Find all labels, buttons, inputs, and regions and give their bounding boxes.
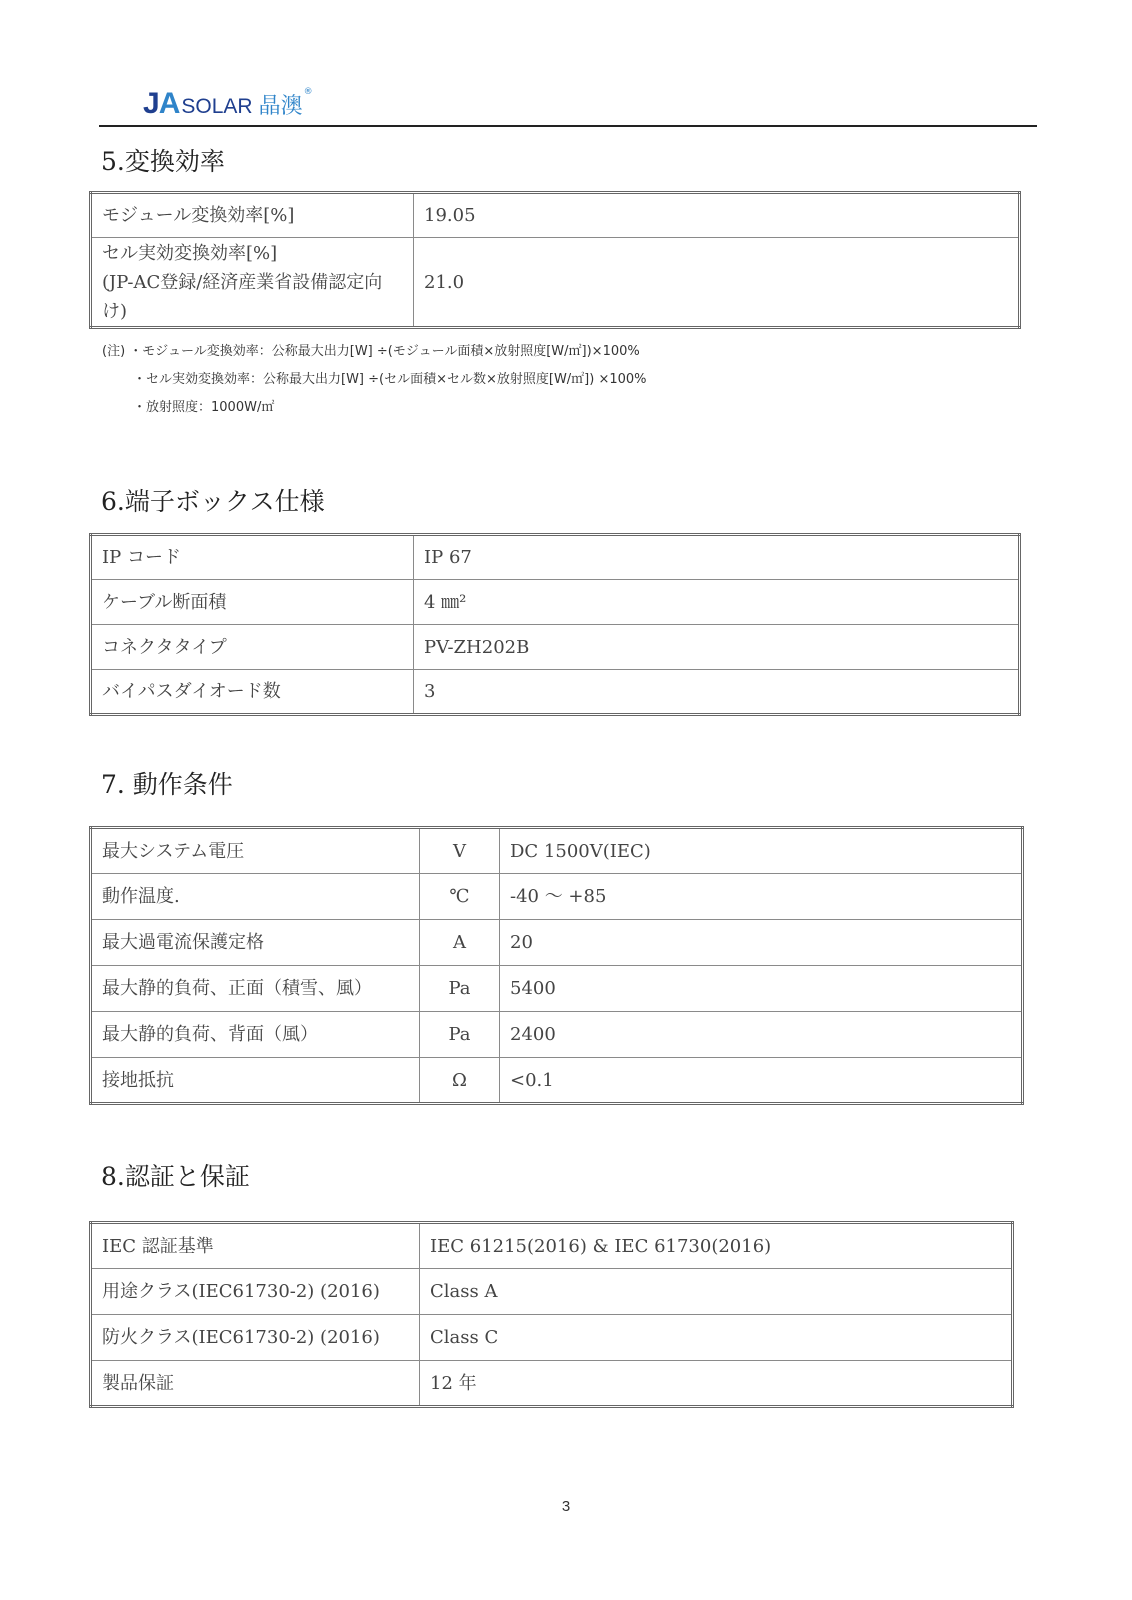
table-row xyxy=(91,1315,1013,1361)
table-row xyxy=(91,535,1020,580)
row-value: 12 年 xyxy=(420,1361,1013,1407)
row-label: 製品保証 xyxy=(91,1361,420,1407)
row-label: 防火クラス(IEC61730-2) (2016) xyxy=(91,1315,420,1361)
row-label: 接地抵抗 xyxy=(91,1058,420,1104)
row-unit: Pa xyxy=(420,1012,500,1058)
table-row xyxy=(91,1361,1013,1407)
table-row xyxy=(91,580,1020,625)
row-value: Class C xyxy=(420,1315,1013,1361)
row-value: Class A xyxy=(420,1269,1013,1315)
table-row xyxy=(91,193,1020,238)
logo-ja-text: JA xyxy=(143,87,180,120)
logo-chinese-text: 晶澳 xyxy=(258,94,303,119)
row-value: <0.1 xyxy=(500,1058,1023,1104)
row-label: 最大過電流保護定格 xyxy=(91,920,420,966)
logo-a-glyph: A xyxy=(158,87,180,120)
row-unit: A xyxy=(420,920,500,966)
table-row xyxy=(91,828,1023,874)
row-label: IP コード xyxy=(91,535,414,580)
row-value: IEC 61215(2016) & IEC 61730(2016) xyxy=(420,1223,1013,1269)
row-value: -40 ～ +85 xyxy=(500,874,1023,920)
table-row xyxy=(91,670,1020,715)
table-row xyxy=(91,1012,1023,1058)
row-value: 2400 xyxy=(500,1012,1023,1058)
section-heading-certification: 8.認証と保証 xyxy=(101,1162,250,1191)
row-label: 最大システム電圧 xyxy=(91,828,420,874)
certification-table xyxy=(89,1221,1014,1408)
table-row xyxy=(91,1058,1023,1104)
row-value: 5400 xyxy=(500,966,1023,1012)
table-row xyxy=(91,238,1020,328)
row-label: バイパスダイオード数 xyxy=(91,670,414,715)
efficiency-table xyxy=(89,191,1021,329)
row-label: 最大静的負荷、背面（風） xyxy=(91,1012,420,1058)
row-value: PV-ZH202B xyxy=(414,625,1020,670)
logo-solar-text: SOLAR xyxy=(181,95,253,118)
section-heading-operating-conditions: 7. 動作条件 xyxy=(101,770,233,799)
table-row xyxy=(91,874,1023,920)
row-label: IEC 認証基準 xyxy=(91,1223,420,1269)
header-divider xyxy=(99,125,1037,127)
row-label: モジュール変換効率[%] xyxy=(91,193,414,238)
table-row xyxy=(91,966,1023,1012)
page-number: 3 xyxy=(561,1498,571,1515)
table-row xyxy=(91,920,1023,966)
row-value: IP 67 xyxy=(414,535,1020,580)
row-label: 最大静的負荷、正面（積雪、風） xyxy=(91,966,420,1012)
row-value: DC 1500V(IEC) xyxy=(500,828,1023,874)
row-unit: Pa xyxy=(420,966,500,1012)
row-label: 用途クラス(IEC61730-2) (2016) xyxy=(91,1269,420,1315)
operating-conditions-table xyxy=(89,826,1024,1105)
section-heading-junction-box: 6.端子ボックス仕様 xyxy=(101,487,325,516)
company-logo xyxy=(143,87,313,119)
row-value: 4 ㎜² xyxy=(414,580,1020,625)
junction-box-table xyxy=(89,533,1021,716)
row-label: 動作温度. xyxy=(91,874,420,920)
registered-mark: ® xyxy=(303,87,313,97)
note-line: ・セル実効変換効率：公称最大出力[W] ÷(セル面積×セル数×放射照度[W/㎡]) ×100% xyxy=(133,372,647,387)
row-label xyxy=(91,238,414,328)
row-value: 21.0 xyxy=(414,238,1020,328)
section-heading-efficiency: 5.変換効率 xyxy=(101,147,225,176)
row-unit: V xyxy=(420,828,500,874)
note-line: ・放射照度：1000W/㎡ xyxy=(133,400,275,415)
table-row xyxy=(91,1223,1013,1269)
row-label: コネクタタイプ xyxy=(91,625,414,670)
row-value: 3 xyxy=(414,670,1020,715)
row-value: 20 xyxy=(500,920,1023,966)
row-unit: Ω xyxy=(420,1058,500,1104)
note-line: (注) ・モジュール変換効率：公称最大出力[W] ÷(モジュール面積×放射照度[W/㎡])×100% xyxy=(102,344,640,359)
table-row xyxy=(91,625,1020,670)
row-unit: ℃ xyxy=(420,874,500,920)
row-label: ケーブル断面積 xyxy=(91,580,414,625)
row-label-text: セル実効変換効率[%] (JP-AC登録/経済産業省設備認定向け) xyxy=(102,242,383,322)
row-value: 19.05 xyxy=(414,193,1020,238)
table-row xyxy=(91,1269,1013,1315)
